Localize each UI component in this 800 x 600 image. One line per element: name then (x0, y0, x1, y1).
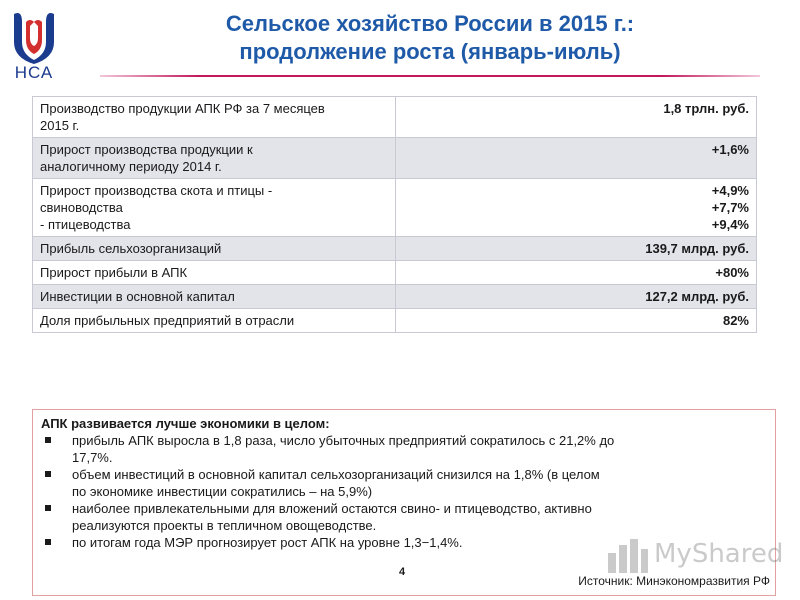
table-row (33, 309, 757, 333)
source-note: Источник: Минэкономразвития РФ (578, 574, 770, 588)
square-bullet-icon (45, 471, 51, 477)
summary-bullet-line: реализуются проекты в тепличном овощеводстве. (72, 518, 377, 533)
logo-emblem-icon (8, 8, 60, 64)
row-label (33, 138, 396, 179)
row-label (33, 309, 396, 333)
row-label (33, 261, 396, 285)
row-label-line: Прибыль сельхозорганизаций (40, 241, 222, 256)
page-number: 4 (398, 566, 406, 578)
row-value-line: 82% (722, 313, 749, 328)
row-value (396, 237, 757, 261)
row-value-line: +9,4% (711, 217, 749, 232)
summary-bullet-line: по экономике инвестиции сократились – на 5,9%) (72, 484, 373, 499)
row-value (396, 285, 757, 309)
table-row (33, 285, 757, 309)
row-value-line: +7,7% (711, 200, 749, 215)
summary-bullet-line: наиболее привлекательными для вложений остаются свино- и птицеводство, активно (72, 501, 592, 516)
title-line-1: Сельское хозяйство России в 2015 г.: (225, 11, 635, 36)
logo-text: НСА (14, 63, 54, 82)
square-bullet-icon (45, 505, 51, 511)
summary-bullet-line: по итогам года МЭР прогнозирует рост АПК на уровне 1,3−1,4%. (72, 535, 463, 550)
row-label-line: Доля прибыльных предприятий в отрасли (40, 313, 295, 328)
table-row (33, 138, 757, 179)
row-value-line: 1,8 трлн. руб. (663, 101, 749, 116)
summary-bullet-item (41, 432, 767, 466)
row-value (396, 97, 757, 138)
watermark-text: MyShared (654, 539, 784, 569)
row-value-line: 139,7 млрд. руб. (645, 241, 749, 256)
row-value-line: 127,2 млрд. руб. (645, 289, 749, 304)
row-label (33, 285, 396, 309)
row-value (396, 138, 757, 179)
summary-heading: АПК развивается лучше экономики в целом: (41, 416, 330, 431)
row-value-line: +1,6% (711, 142, 749, 157)
summary-list (41, 432, 767, 551)
row-label (33, 179, 396, 237)
summary-bullet-item (41, 500, 767, 534)
bar-chart-icon (606, 535, 650, 575)
row-label (33, 237, 396, 261)
table-row (33, 261, 757, 285)
row-label-line: - птицеводства (40, 217, 131, 232)
row-value-line: +4,9% (711, 183, 749, 198)
row-label-line: Инвестиции в основной капитал (40, 289, 235, 304)
nsa-logo (8, 8, 60, 88)
title-line-2: продолжение роста (январь-июль) (239, 39, 621, 64)
summary-bullet-line: прибыль АПК выросла в 1,8 раза, число убыточных предприятий сократилось с 21,2% до (72, 433, 615, 448)
row-label-line: Прирост производства продукции к (40, 142, 253, 157)
row-label-line: Прирост производства скота и птицы - (40, 183, 273, 198)
table-row (33, 179, 757, 237)
row-value (396, 261, 757, 285)
row-value (396, 309, 757, 333)
row-label-line: аналогичному периоду 2014 г. (40, 159, 222, 174)
table-row (33, 237, 757, 261)
watermark (606, 535, 784, 575)
table-row (33, 97, 757, 138)
row-label-line: Производство продукции АПК РФ за 7 месяцев (40, 101, 325, 116)
row-label-line: свиноводства (40, 200, 123, 215)
summary-bullet-line: объем инвестиций в основной капитал сельхозорганизаций снизился на 1,8% (в целом (72, 467, 600, 482)
title-underline (100, 75, 760, 77)
summary-bullet-item (41, 466, 767, 500)
row-label-line: 2015 г. (40, 118, 80, 133)
square-bullet-icon (45, 437, 51, 443)
row-value-line: +80% (715, 265, 749, 280)
row-value (396, 179, 757, 237)
square-bullet-icon (45, 539, 51, 545)
row-label-line: Прирост прибыли в АПК (40, 265, 188, 280)
summary-bullet-line: 17,7%. (72, 450, 113, 465)
indicators-table (32, 96, 757, 333)
row-label (33, 97, 396, 138)
page-title (100, 10, 760, 66)
